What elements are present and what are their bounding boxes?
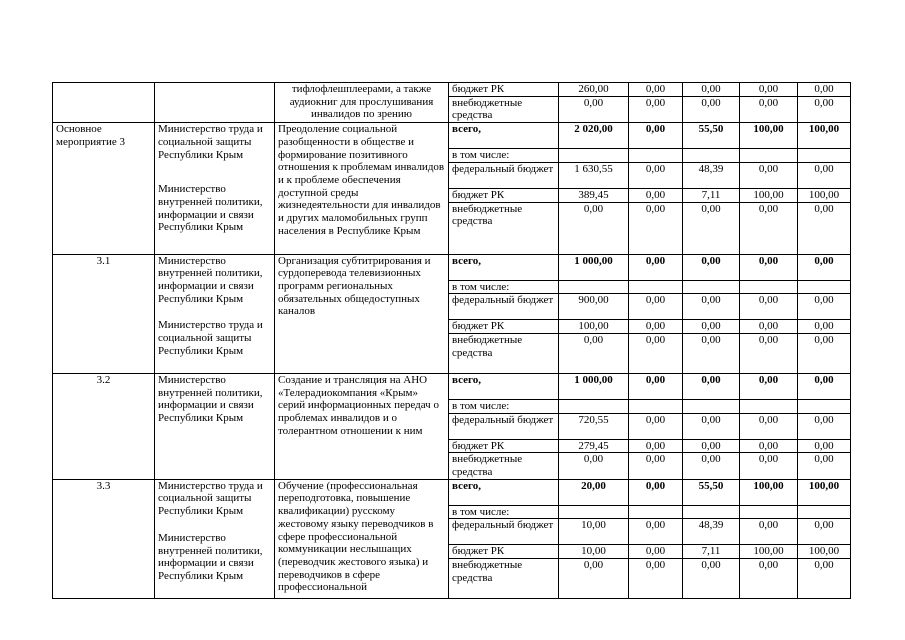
value-cell: 0,00 (683, 96, 740, 122)
value-cell: 1 000,00 (559, 254, 629, 280)
value-cell: 0,00 (740, 254, 798, 280)
value-cell: 0,00 (798, 202, 851, 254)
value-cell: 0,00 (683, 439, 740, 453)
value-cell: 1 000,00 (559, 373, 629, 399)
measure-number: 3.3 (53, 479, 155, 598)
executor-name: Министерство труда и социальной защиты Республики Крым (158, 319, 263, 357)
value-cell: 100,00 (798, 479, 851, 505)
value-cell: 0,00 (683, 453, 740, 479)
value-cell: 0,00 (798, 413, 851, 439)
executor-cell (155, 123, 275, 254)
funding-source: внебюджетные средства (449, 333, 559, 373)
executor-name: Министерство труда и социальной защиты Республики Крым (158, 123, 263, 161)
funding-source: внебюджетные средства (449, 453, 559, 479)
value-cell: 0,00 (798, 254, 851, 280)
value-cell: 0,00 (740, 439, 798, 453)
measure-number: 3.2 (53, 373, 155, 479)
value-cell: 100,00 (740, 545, 798, 559)
measure-description: Создание и трансляция на АНО «Телерадиокомпания «Крым» серий информационных передач о проблемах инвалидов и о толерантном отношении к ним (275, 373, 449, 479)
funding-source: внебюджетные средства (449, 202, 559, 254)
funding-source: федеральный бюджет (449, 294, 559, 320)
funding-source: в том числе: (449, 505, 559, 519)
value-cell: 0,00 (740, 333, 798, 373)
funding-source: в том числе: (449, 399, 559, 413)
value-cell: 0,00 (629, 96, 683, 122)
value-cell: 100,00 (740, 123, 798, 149)
value-cell: 0,00 (629, 439, 683, 453)
value-cell: 0,00 (798, 320, 851, 334)
funding-source: бюджет РК (449, 320, 559, 334)
value-cell: 7,11 (683, 545, 740, 559)
row-group-3-1 (53, 254, 851, 373)
value-cell: 0,00 (683, 413, 740, 439)
value-cell: 10,00 (559, 519, 629, 545)
funding-source: всего, (449, 373, 559, 399)
value-cell: 0,00 (798, 453, 851, 479)
value-cell: 0,00 (740, 202, 798, 254)
value-cell: 0,00 (740, 519, 798, 545)
funding-source: бюджет РК (449, 188, 559, 202)
value-cell: 0,00 (559, 202, 629, 254)
value-cell: 0,00 (629, 373, 683, 399)
value-cell: 48,39 (683, 162, 740, 188)
funding-source: внебюджетные средства (449, 559, 559, 599)
executor-name: Министерство внутренней политики, информации и связи Республики Крым (158, 183, 263, 234)
funding-source: в том числе: (449, 149, 559, 163)
value-cell: 0,00 (798, 559, 851, 599)
value-cell: 0,00 (740, 413, 798, 439)
value-cell: 0,00 (683, 83, 740, 97)
executor-cell (155, 254, 275, 373)
value-cell: 0,00 (629, 254, 683, 280)
value-cell: 0,00 (740, 373, 798, 399)
measure-description: Обучение (профессиональная переподготовка, повышение квалификации) русскому жестовому языку переводчиков в сфере профессиональной коммуникации неслышащих (переводчик жестового языка) и переводчиков в сфере профессиональной (275, 479, 449, 598)
executor-name: Министерство внутренней политики, информации и связи Республики Крым (158, 531, 263, 582)
value-cell: 55,50 (683, 123, 740, 149)
funding-source: всего, (449, 123, 559, 149)
value-cell: 0,00 (629, 453, 683, 479)
value-cell: 260,00 (559, 83, 629, 97)
measure-number (53, 83, 155, 123)
value-cell: 20,00 (559, 479, 629, 505)
measure-description: тифлофлешплеерами, а также аудиокниг для прослушивания инвалидов по зрению (275, 83, 449, 123)
value-cell: 100,00 (798, 123, 851, 149)
value-cell: 0,00 (740, 83, 798, 97)
measure-number: 3.1 (53, 254, 155, 373)
funding-source: федеральный бюджет (449, 162, 559, 188)
value-cell: 2 020,00 (559, 123, 629, 149)
value-cell: 0,00 (683, 254, 740, 280)
value-cell: 0,00 (629, 123, 683, 149)
funding-source: всего, (449, 254, 559, 280)
value-cell: 0,00 (798, 333, 851, 373)
value-cell: 0,00 (798, 373, 851, 399)
value-cell: 0,00 (683, 294, 740, 320)
value-cell: 100,00 (798, 188, 851, 202)
funding-source: федеральный бюджет (449, 413, 559, 439)
funding-source: бюджет РК (449, 439, 559, 453)
value-cell: 0,00 (629, 202, 683, 254)
funding-source: бюджет РК (449, 545, 559, 559)
value-cell: 0,00 (740, 320, 798, 334)
measure-number: Основное мероприятие 3 (53, 123, 155, 254)
value-cell: 0,00 (740, 162, 798, 188)
value-cell: 100,00 (559, 320, 629, 334)
executor-cell (155, 373, 275, 479)
value-cell: 0,00 (740, 96, 798, 122)
value-cell: 720,55 (559, 413, 629, 439)
value-cell: 0,00 (798, 162, 851, 188)
row-group-continuation (53, 83, 851, 123)
value-cell: 0,00 (629, 294, 683, 320)
value-cell: 0,00 (683, 373, 740, 399)
value-cell: 100,00 (740, 479, 798, 505)
value-cell: 0,00 (683, 333, 740, 373)
value-cell: 279,45 (559, 439, 629, 453)
measure-description: Организация субтитрирования и сурдоперевода телевизионных программ региональных обязательных общедоступных каналов (275, 254, 449, 373)
value-cell: 900,00 (559, 294, 629, 320)
value-cell: 7,11 (683, 188, 740, 202)
value-cell: 100,00 (740, 188, 798, 202)
funding-source: в том числе: (449, 280, 559, 294)
value-cell: 10,00 (559, 545, 629, 559)
value-cell: 0,00 (629, 519, 683, 545)
value-cell: 0,00 (629, 83, 683, 97)
value-cell: 0,00 (683, 559, 740, 599)
value-cell: 0,00 (683, 202, 740, 254)
value-cell: 0,00 (740, 453, 798, 479)
funding-source: федеральный бюджет (449, 519, 559, 545)
executor-name: Министерство труда и социальной защиты Республики Крым (158, 479, 263, 518)
measure-description: Преодоление социальной разобщенности в обществе и формирование позитивного отношения к проблемам инвалидов и к проблеме обеспечения доступной среды жизнедеятельности для инвалидов и других маломобильных групп населения в Республике Крым (275, 123, 449, 254)
value-cell: 0,00 (798, 439, 851, 453)
value-cell: 0,00 (629, 559, 683, 599)
value-cell: 48,39 (683, 519, 740, 545)
value-cell: 0,00 (798, 83, 851, 97)
value-cell: 0,00 (629, 413, 683, 439)
value-cell: 0,00 (559, 453, 629, 479)
executor-name: Министерство внутренней политики, информации и связи Республики Крым (158, 254, 263, 305)
value-cell: 100,00 (798, 545, 851, 559)
value-cell: 0,00 (798, 96, 851, 122)
value-cell: 0,00 (629, 162, 683, 188)
executor-name: Министерство внутренней политики, информации и связи Республики Крым (158, 373, 263, 425)
value-cell: 0,00 (559, 559, 629, 599)
value-cell: 0,00 (798, 519, 851, 545)
funding-table (52, 82, 851, 599)
funding-source: внебюджетные средства (449, 96, 559, 122)
value-cell: 0,00 (629, 479, 683, 505)
value-cell: 0,00 (629, 333, 683, 373)
executor-cell (155, 83, 275, 123)
row-group-main-measure (53, 123, 851, 254)
value-cell: 0,00 (629, 320, 683, 334)
value-cell: 0,00 (629, 545, 683, 559)
value-cell: 0,00 (559, 96, 629, 122)
value-cell: 0,00 (798, 294, 851, 320)
value-cell: 0,00 (559, 333, 629, 373)
executor-cell (155, 479, 275, 598)
funding-source: бюджет РК (449, 83, 559, 97)
value-cell: 0,00 (683, 320, 740, 334)
row-group-3-2 (53, 373, 851, 479)
value-cell: 1 630,55 (559, 162, 629, 188)
value-cell: 389,45 (559, 188, 629, 202)
value-cell: 0,00 (740, 559, 798, 599)
row-group-3-3 (53, 479, 851, 598)
value-cell: 0,00 (740, 294, 798, 320)
value-cell: 55,50 (683, 479, 740, 505)
value-cell: 0,00 (629, 188, 683, 202)
funding-source: всего, (449, 479, 559, 505)
